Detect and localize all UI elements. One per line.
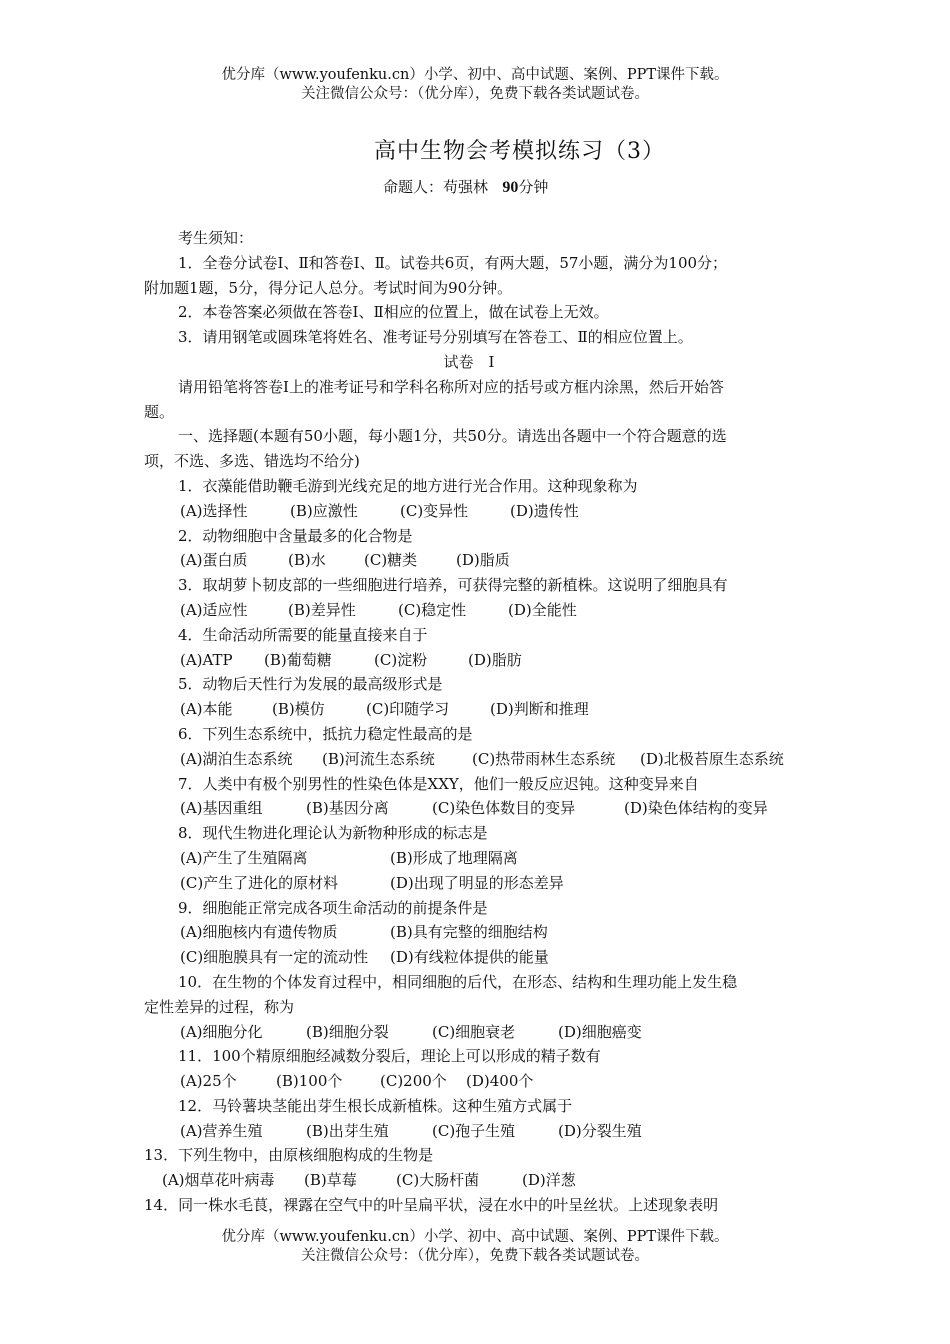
question-stem: 8．现代生物进化理论认为新物种形成的标志是: [178, 824, 488, 843]
option: (C)变异性: [400, 501, 469, 520]
question-stem: 5．动物后天性行为发展的最高级形式是: [178, 675, 443, 694]
option: (B)差异性: [288, 600, 356, 619]
option: (B)葡萄糖: [264, 650, 332, 669]
question-stem: 13．下列生物中，由原核细胞构成的生物是: [144, 1146, 434, 1165]
page-title: 高中生物会考模拟练习（3）: [374, 139, 665, 164]
option-row: [144, 796, 814, 821]
option: (D)分裂生殖: [558, 1121, 642, 1140]
question-stem: 6．下列生态系统中，抵抗力稳定性最高的是: [178, 724, 473, 743]
instruction-a: 请用铅笔将答卷Ⅰ上的准考证号和学科名称所对应的括号或方框内涂黑，然后开始答: [178, 377, 724, 396]
option: (D)染色体结构的变异: [624, 799, 768, 818]
option: (B)形成了地理隔离: [390, 848, 518, 867]
footer-line-2: 关注微信公众号：（优分库），免费下载各类试题试卷。: [301, 1248, 649, 1264]
option: (D)全能性: [508, 600, 577, 619]
option: (A)烟草花叶病毒: [162, 1171, 275, 1190]
option: (B)100个: [276, 1072, 343, 1091]
option: (B)水: [288, 551, 326, 570]
option-row: [144, 920, 814, 945]
option: (A)25个: [180, 1072, 237, 1091]
part-heading-a: 一、选择题(本题有50小题，每小题1分，共50分。请选出各题中一个符合题意的选: [178, 427, 727, 446]
option: (A)细胞核内有遗传物质: [180, 923, 338, 942]
question-stem: 9．细胞能正常完成各项生命活动的前提条件是: [178, 898, 488, 917]
header-line-2: 关注微信公众号：（优分库），免费下载各类试题试卷。: [301, 86, 649, 102]
option: (D)400个: [466, 1072, 534, 1091]
option: (D)脂质: [456, 551, 510, 570]
option: (A)产生了生殖隔离: [180, 848, 308, 867]
option: (A)适应性: [180, 600, 248, 619]
document-body: [144, 226, 814, 1218]
page-header: [0, 66, 950, 104]
option-row: [144, 499, 814, 524]
instruction-b: 题。: [144, 402, 175, 421]
option: (A)ATP: [180, 650, 233, 669]
footer-line-1: 优分库（www.youfenku.cn）小学、初中、高中试题、案例、PPT课件下载。: [221, 1229, 729, 1245]
part-heading-b: 项，不选、多选、错选均不给分): [144, 452, 360, 471]
option: (A)基因重组: [180, 799, 263, 818]
option: (C)染色体数目的变异: [432, 799, 576, 818]
question-stem-cont: 定性差异的过程，称为: [144, 997, 295, 1016]
option: (B)具有完整的细胞结构: [390, 923, 548, 942]
question-stem: 1．衣藻能借助鞭毛游到光线充足的地方进行光合作用。这种现象称为: [178, 476, 638, 495]
option: (A)选择性: [180, 501, 248, 520]
time-unit: 分钟: [518, 178, 549, 196]
author-line: [383, 176, 548, 197]
option: (A)营养生殖: [180, 1121, 263, 1140]
option-row: [144, 846, 814, 871]
option: (B)出芽生殖: [306, 1121, 389, 1140]
notice-heading: 考生须知：: [178, 229, 254, 247]
option: (C)大肠杆菌: [396, 1171, 480, 1190]
option: (D)有线粒体提供的能量: [390, 948, 549, 967]
option: (A)本能: [180, 700, 233, 719]
option: (C)热带雨林生态系统: [472, 749, 616, 768]
header-line-1: 优分库（www.youfenku.cn）小学、初中、高中试题、案例、PPT课件下载。: [221, 67, 729, 83]
option: (C)细胞衰老: [432, 1022, 516, 1041]
option-row: [144, 1119, 814, 1144]
option: (C)淀粉: [374, 650, 428, 669]
option: (C)稳定性: [398, 600, 467, 619]
option: (D)细胞癌变: [558, 1022, 642, 1041]
option: (B)基因分离: [306, 799, 389, 818]
option-row: [144, 747, 814, 772]
option-row: [144, 945, 814, 970]
question-stem: 10．在生物的个体发育过程中，相同细胞的后代，在形态、结构和生理功能上发生稳: [178, 972, 738, 991]
option: (C)200个: [380, 1072, 447, 1091]
option: (D)脂肪: [468, 650, 522, 669]
option: (C)细胞膜具有一定的流动性: [180, 948, 369, 967]
question-stem: 7．人类中有极个别男性的性染色体是XXY，他们一般反应迟钝。这种变异来自: [178, 774, 699, 793]
notice-item-1a: 1．全卷分试卷Ⅰ、Ⅱ和答卷Ⅰ、Ⅱ。试卷共6页，有两大题，57小题，满分为100分；: [178, 253, 728, 272]
author-label: 命题人：苟强林: [383, 178, 489, 196]
option: (A)细胞分化: [180, 1022, 263, 1041]
option: (C)印随学习: [366, 700, 450, 719]
option: (C)糖类: [364, 551, 418, 570]
option-row: [144, 1069, 814, 1094]
option-row: [144, 598, 814, 623]
option: (B)河流生态系统: [322, 749, 435, 768]
option: (A)蛋白质: [180, 551, 248, 570]
option: (D)判断和推理: [490, 700, 589, 719]
notice-item-2: 2．本卷答案必须做在答卷Ⅰ、Ⅱ相应的位置上，做在试卷上无效。: [178, 303, 609, 322]
option-row: [144, 648, 814, 673]
question-stem: 2．动物细胞中含量最多的化合物是: [178, 526, 413, 545]
option-row: [144, 871, 814, 896]
question-stem: 12．马铃薯块茎能出芽生根长成新植株。这种生殖方式属于: [178, 1096, 573, 1115]
option: (B)草莓: [304, 1171, 357, 1190]
option: (B)细胞分裂: [306, 1022, 389, 1041]
option: (B)应激性: [290, 501, 358, 520]
option: (D)北极苔原生态系统: [640, 749, 784, 768]
paper-heading: 试卷 Ⅰ: [443, 352, 495, 371]
option: (D)出现了明显的形态差异: [390, 873, 564, 892]
question-stem: 3．取胡萝卜韧皮部的一些细胞进行培养，可获得完整的新植株。这说明了细胞具有: [178, 576, 728, 595]
option-row: [144, 697, 814, 722]
question-stem: 11．100个精原细胞经减数分裂后，理论上可以形成的精子数有: [178, 1047, 601, 1066]
question-stem: 4．生命活动所需要的能量直接来自于: [178, 625, 428, 644]
option: (D)洋葱: [522, 1171, 576, 1190]
notice-item-3: 3．请用钢笔或圆珠笔将姓名、准考证号分别填写在答卷工、Ⅱ的相应位置上。: [178, 328, 693, 347]
option: (D)遗传性: [510, 501, 579, 520]
option-row: [144, 548, 814, 573]
option: (C)产生了进化的原材料: [180, 873, 339, 892]
option: (A)湖泊生态系统: [180, 749, 293, 768]
time-number: 90: [502, 179, 519, 196]
option: (B)模仿: [272, 700, 325, 719]
page-footer: [0, 1228, 950, 1266]
option-row: [144, 1168, 814, 1193]
option-row: [144, 1020, 814, 1045]
question-stem: 14．同一株水毛茛，裸露在空气中的叶呈扁平状，浸在水中的叶呈丝状。上述现象表明: [144, 1196, 719, 1215]
option: (C)孢子生殖: [432, 1121, 516, 1140]
notice-item-1b: 附加题1题，5分，得分记人总分。考试时间为90分钟。: [144, 278, 513, 297]
